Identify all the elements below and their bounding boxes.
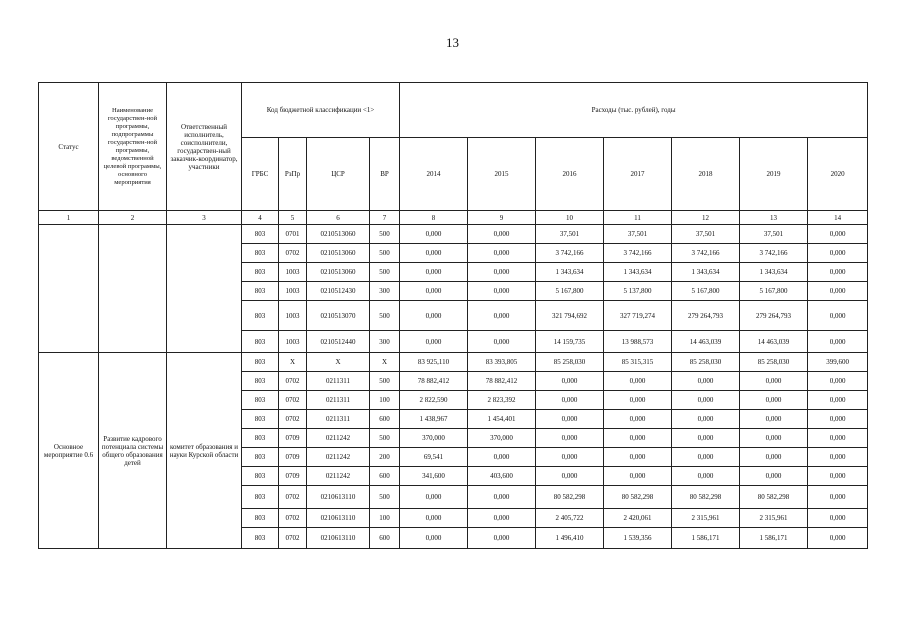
table-cell: 0,000 — [808, 410, 868, 429]
table-cell: 1003 — [279, 282, 307, 301]
table-cell: 0,000 — [400, 244, 468, 263]
table-cell: 0211311 — [307, 410, 370, 429]
table-cell: 0,000 — [468, 331, 536, 353]
header-year: 2017 — [604, 138, 672, 211]
table-cell: 5 167,800 — [672, 282, 740, 301]
table-cell: 3 742,166 — [536, 244, 604, 263]
table-cell: 803 — [242, 528, 279, 549]
column-number: 3 — [167, 211, 242, 225]
table-cell: 0,000 — [740, 410, 808, 429]
table-cell: 0,000 — [536, 410, 604, 429]
table-cell: 0,000 — [808, 509, 868, 528]
table-cell: 83 925,110 — [400, 353, 468, 372]
table-cell: 341,600 — [400, 467, 468, 486]
table-cell: 0,000 — [468, 509, 536, 528]
table-cell: 803 — [242, 372, 279, 391]
table-cell: 500 — [370, 372, 400, 391]
table-cell: 600 — [370, 528, 400, 549]
table-cell: 0,000 — [604, 429, 672, 448]
table-cell: 0,000 — [808, 331, 868, 353]
table-cell: 2 315,961 — [740, 509, 808, 528]
table-cell: 69,541 — [400, 448, 468, 467]
table-cell: 0,000 — [808, 372, 868, 391]
header-year: 2016 — [536, 138, 604, 211]
table-cell: 0210513060 — [307, 263, 370, 282]
table-cell: 803 — [242, 244, 279, 263]
status-cell-empty — [39, 225, 99, 353]
table-cell: 0,000 — [468, 282, 536, 301]
header-csr: ЦСР — [307, 138, 370, 211]
table-cell: 0,000 — [672, 391, 740, 410]
table-cell: 1 496,410 — [536, 528, 604, 549]
table-cell: X — [307, 353, 370, 372]
table-cell: 0702 — [279, 509, 307, 528]
table-cell: 37,501 — [740, 225, 808, 244]
table-cell: 3 742,166 — [740, 244, 808, 263]
table-cell: 3 742,166 — [604, 244, 672, 263]
table-cell: 300 — [370, 331, 400, 353]
table-cell: 0,000 — [740, 429, 808, 448]
header-year: 2020 — [808, 138, 868, 211]
table-cell: 0,000 — [740, 372, 808, 391]
column-number: 4 — [242, 211, 279, 225]
table-cell: 0211311 — [307, 391, 370, 410]
table-cell: 399,600 — [808, 353, 868, 372]
table-cell: 0,000 — [604, 391, 672, 410]
table-cell: 0702 — [279, 391, 307, 410]
table-cell: 80 582,298 — [536, 486, 604, 509]
table-cell: 279 264,793 — [740, 301, 808, 331]
column-number: 6 — [307, 211, 370, 225]
table-cell: 0211242 — [307, 467, 370, 486]
table-cell: 0211242 — [307, 429, 370, 448]
header-rzpr: РзПр — [279, 138, 307, 211]
table-cell: 0,000 — [468, 225, 536, 244]
table-cell: 500 — [370, 263, 400, 282]
header-budget-code: Код бюджетной классификации <1> — [242, 83, 400, 138]
table-cell: 1 586,171 — [672, 528, 740, 549]
table-cell: 100 — [370, 391, 400, 410]
table-cell: 0,000 — [740, 448, 808, 467]
table-cell: X — [370, 353, 400, 372]
header-program-name: Наименование государствен-ной программы, подпрограммы государствен-ной программы, ведомственной целевой программы, основного мероприятия — [99, 83, 167, 211]
column-number: 5 — [279, 211, 307, 225]
table-cell: 370,000 — [400, 429, 468, 448]
table-cell: 0,000 — [604, 467, 672, 486]
table-cell: 600 — [370, 467, 400, 486]
column-number: 12 — [672, 211, 740, 225]
table-cell: 803 — [242, 486, 279, 509]
column-number: 14 — [808, 211, 868, 225]
table-cell: 0702 — [279, 372, 307, 391]
column-number: 8 — [400, 211, 468, 225]
table-cell: 0,000 — [400, 528, 468, 549]
table-cell: 803 — [242, 448, 279, 467]
header-year: 2018 — [672, 138, 740, 211]
table-cell: 0,000 — [740, 391, 808, 410]
table-cell: 13 988,573 — [604, 331, 672, 353]
table-cell: 0,000 — [808, 282, 868, 301]
header-vr: ВР — [370, 138, 400, 211]
table-cell: 500 — [370, 244, 400, 263]
table-cell: 0,000 — [400, 509, 468, 528]
table-row — [39, 353, 868, 372]
table-cell: 0210513060 — [307, 225, 370, 244]
table-cell: 0,000 — [400, 301, 468, 331]
table-cell: 0701 — [279, 225, 307, 244]
table-cell: 0,000 — [808, 244, 868, 263]
table-cell: 2 822,590 — [400, 391, 468, 410]
table-cell: 0,000 — [808, 391, 868, 410]
table-cell: 78 882,412 — [468, 372, 536, 391]
table-cell: 0702 — [279, 486, 307, 509]
table-cell: 321 794,692 — [536, 301, 604, 331]
table-cell: 85 258,030 — [536, 353, 604, 372]
table-cell: 0,000 — [672, 410, 740, 429]
table-cell: 80 582,298 — [740, 486, 808, 509]
column-number: 7 — [370, 211, 400, 225]
column-number: 2 — [99, 211, 167, 225]
table-cell: 803 — [242, 429, 279, 448]
table-cell: 0,000 — [604, 372, 672, 391]
table-cell: 0,000 — [400, 486, 468, 509]
table-cell: 0,000 — [808, 528, 868, 549]
table-cell: 500 — [370, 486, 400, 509]
table-cell: 0,000 — [468, 528, 536, 549]
header-year: 2019 — [740, 138, 808, 211]
table-cell: 0,000 — [468, 263, 536, 282]
table-cell: 803 — [242, 225, 279, 244]
table-cell: 0,000 — [672, 448, 740, 467]
table-cell: 5 167,800 — [740, 282, 808, 301]
table-cell: 327 719,274 — [604, 301, 672, 331]
table-cell: 803 — [242, 331, 279, 353]
table-cell: 0,000 — [604, 448, 672, 467]
table-cell: 0,000 — [604, 410, 672, 429]
table-cell: 0210512440 — [307, 331, 370, 353]
column-number: 11 — [604, 211, 672, 225]
table-cell: 0,000 — [808, 467, 868, 486]
table-cell: 0,000 — [400, 225, 468, 244]
table-cell: 0,000 — [808, 448, 868, 467]
table-cell: 14 159,735 — [536, 331, 604, 353]
table-cell: 600 — [370, 410, 400, 429]
table-cell: 0,000 — [536, 448, 604, 467]
table-cell: 0,000 — [672, 372, 740, 391]
table-cell: 5 167,800 — [536, 282, 604, 301]
table-cell: 0211242 — [307, 448, 370, 467]
table-cell: 1 343,634 — [672, 263, 740, 282]
header-year: 2015 — [468, 138, 536, 211]
header-grbs: ГРБС — [242, 138, 279, 211]
status-cell: Основное мероприятие 0.6 — [39, 353, 99, 549]
header-executor: Ответственный исполнитель, соисполнители, государствен-ный заказчик-координатор, участники — [167, 83, 242, 211]
table-cell: 300 — [370, 282, 400, 301]
table-cell: 803 — [242, 410, 279, 429]
executor-cell: комитет образования и науки Курской области — [167, 353, 242, 549]
table-cell: 200 — [370, 448, 400, 467]
table-cell: 803 — [242, 282, 279, 301]
table-cell: 0,000 — [672, 467, 740, 486]
column-number: 13 — [740, 211, 808, 225]
program-name-cell: Развитие кадрового потенциала системы общего образования детей — [99, 353, 167, 549]
table-cell: 1 539,356 — [604, 528, 672, 549]
table-cell: 1 454,401 — [468, 410, 536, 429]
header-status: Статус — [39, 83, 99, 211]
table-cell: 0,000 — [808, 263, 868, 282]
table-cell: 0702 — [279, 528, 307, 549]
table-cell: 0,000 — [536, 467, 604, 486]
table-row — [39, 225, 868, 244]
table-cell: 0709 — [279, 429, 307, 448]
table-cell: 0,000 — [468, 486, 536, 509]
table-cell: 5 137,800 — [604, 282, 672, 301]
table-cell: 85 315,315 — [604, 353, 672, 372]
table-cell: 0210513070 — [307, 301, 370, 331]
executor-cell-empty — [167, 225, 242, 353]
table-cell: X — [279, 353, 307, 372]
table-cell: 1003 — [279, 331, 307, 353]
table-cell: 803 — [242, 301, 279, 331]
table-cell: 0,000 — [536, 429, 604, 448]
table-cell: 1 586,171 — [740, 528, 808, 549]
table-cell: 0210613110 — [307, 509, 370, 528]
header-year: 2014 — [400, 138, 468, 211]
table-cell: 1003 — [279, 263, 307, 282]
table-cell: 2 405,722 — [536, 509, 604, 528]
table-cell: 279 264,793 — [672, 301, 740, 331]
table-cell: 0702 — [279, 244, 307, 263]
table-cell: 0210613110 — [307, 486, 370, 509]
table-cell: 14 463,039 — [740, 331, 808, 353]
table-cell: 370,000 — [468, 429, 536, 448]
table-cell: 0,000 — [536, 391, 604, 410]
table-cell: 500 — [370, 429, 400, 448]
table-cell: 1 343,634 — [740, 263, 808, 282]
budget-table — [38, 82, 868, 549]
table-cell: 0210613110 — [307, 528, 370, 549]
table-cell: 78 882,412 — [400, 372, 468, 391]
table-cell: 0,000 — [400, 282, 468, 301]
table-cell: 2 823,392 — [468, 391, 536, 410]
table-cell: 803 — [242, 353, 279, 372]
column-number: 10 — [536, 211, 604, 225]
table-cell: 83 393,805 — [468, 353, 536, 372]
table-cell: 0702 — [279, 410, 307, 429]
table-cell: 37,501 — [536, 225, 604, 244]
table-cell: 0210513060 — [307, 244, 370, 263]
table-cell: 1003 — [279, 301, 307, 331]
table-cell: 85 258,030 — [672, 353, 740, 372]
table-cell: 803 — [242, 467, 279, 486]
table-cell: 0,000 — [468, 301, 536, 331]
table-cell: 2 315,961 — [672, 509, 740, 528]
table-cell: 0,000 — [808, 486, 868, 509]
table-cell: 0210512430 — [307, 282, 370, 301]
table-cell: 803 — [242, 391, 279, 410]
table-cell: 37,501 — [672, 225, 740, 244]
table-cell: 100 — [370, 509, 400, 528]
table-cell: 0709 — [279, 448, 307, 467]
table-cell: 37,501 — [604, 225, 672, 244]
table-cell: 0,000 — [808, 301, 868, 331]
column-number-row — [39, 211, 868, 225]
table-cell: 14 463,039 — [672, 331, 740, 353]
table-cell: 0,000 — [468, 448, 536, 467]
table-cell: 0,000 — [808, 429, 868, 448]
table-cell: 1 438,967 — [400, 410, 468, 429]
table-cell: 80 582,298 — [672, 486, 740, 509]
table-cell: 0,000 — [400, 331, 468, 353]
header-expenses: Расходы (тыс. рублей), годы — [400, 83, 868, 138]
table-cell: 803 — [242, 509, 279, 528]
table-cell: 1 343,634 — [536, 263, 604, 282]
table-cell: 2 420,061 — [604, 509, 672, 528]
table-cell: 0,000 — [400, 263, 468, 282]
table-cell: 80 582,298 — [604, 486, 672, 509]
table-cell: 0,000 — [536, 372, 604, 391]
page-number: 13 — [446, 35, 459, 50]
table-cell: 500 — [370, 301, 400, 331]
table-cell: 0211311 — [307, 372, 370, 391]
program-name-cell-empty — [99, 225, 167, 353]
table-cell: 3 742,166 — [672, 244, 740, 263]
table-cell: 1 343,634 — [604, 263, 672, 282]
table-cell: 0,000 — [740, 467, 808, 486]
table-cell: 0,000 — [468, 244, 536, 263]
table-cell: 803 — [242, 263, 279, 282]
table-cell: 500 — [370, 225, 400, 244]
table-cell: 0,000 — [672, 429, 740, 448]
table-cell: 85 258,030 — [740, 353, 808, 372]
table-cell: 0709 — [279, 467, 307, 486]
column-number: 1 — [39, 211, 99, 225]
column-number: 9 — [468, 211, 536, 225]
table-cell: 0,000 — [808, 225, 868, 244]
table-cell: 403,600 — [468, 467, 536, 486]
